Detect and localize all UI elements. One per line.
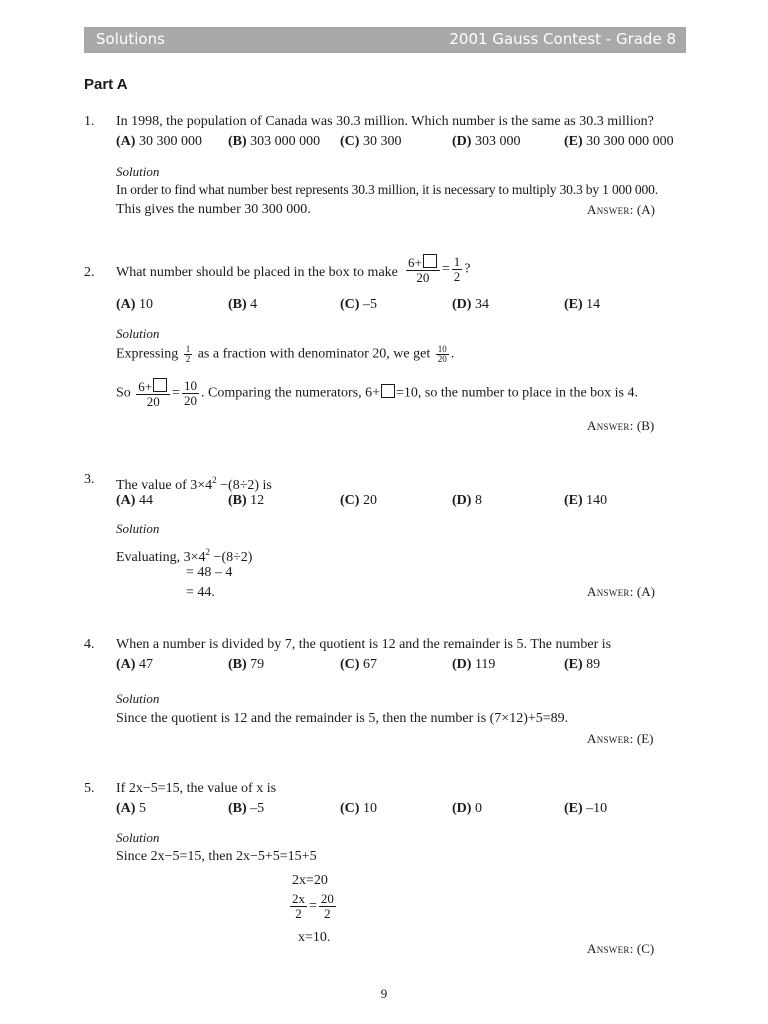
q5-option-a: (A) 5 bbox=[116, 801, 146, 816]
q2-fraction-right: $\frac{1}{2}$ bbox=[453, 254, 461, 284]
blank-box-icon bbox=[153, 378, 167, 392]
q1-option-d: (D) 303 000 bbox=[452, 134, 521, 149]
q2-fraction-half: $\frac{1}{2}$ bbox=[185, 344, 191, 364]
q3-option-b: (B) 12 bbox=[228, 493, 265, 508]
q2-answer: Answer: (B) bbox=[587, 418, 655, 433]
q2-option-a: (A) 10 bbox=[116, 297, 153, 312]
q1-option-e: (E) 30 300 000 000 bbox=[564, 134, 674, 149]
q1-solution-line-1: In order to find what number best represents 30.3 million, it is necessary to multiply 30.3 by 1 000 000. bbox=[116, 182, 658, 197]
q1-option-b: (B) 303 000 000 bbox=[228, 134, 321, 149]
q2-solution-line-2: So $\frac{6+}{20}$ = $\frac{10}{20}$ . Comparing the numerators, 6+ =10, so the number to place in the box is 4. bbox=[116, 378, 638, 409]
q1-option-a: (A) 30 300 000 bbox=[116, 134, 202, 149]
question-2-text: What number should be placed in the box to make bbox=[116, 265, 398, 280]
q5-solution-label: Solution bbox=[116, 830, 160, 845]
q2-option-d: (D) 34 bbox=[452, 297, 489, 312]
q5-option-e: (E) –10 bbox=[564, 801, 608, 816]
q4-solution-line-1: Since the quotient is 12 and the remainder is 5, then the number is (7×12)+5=89. bbox=[116, 711, 569, 726]
question-3-number: 3. bbox=[84, 472, 95, 487]
question-4-number: 4. bbox=[84, 637, 95, 652]
page-number: 9 bbox=[380, 986, 388, 1001]
q3-option-c: (C) 20 bbox=[340, 493, 377, 508]
q5-option-c: (C) 10 bbox=[340, 801, 377, 816]
q2-solution-fraction-right: $\frac{10}{20}$ bbox=[184, 378, 198, 408]
q3-answer: Answer: (A) bbox=[587, 584, 655, 599]
q2-solution-line-1: Expressing $\frac{1}{2}$ as a fraction with denominator 20, we get $\frac{10}{20}$ . bbox=[116, 344, 455, 364]
question-1-number: 1. bbox=[84, 114, 95, 129]
q3-solution-line-2: = 48 – 4 bbox=[186, 565, 233, 580]
q1-option-c: (C) 30 300 bbox=[340, 134, 402, 149]
q3-option-d: (D) 8 bbox=[452, 493, 482, 508]
question-5-text: If 2x−5=15, the value of x is bbox=[116, 781, 277, 796]
q2-option-c: (C) –5 bbox=[340, 297, 377, 312]
q2-option-b: (B) 4 bbox=[228, 297, 258, 312]
q5-fraction-right: $\frac{20}{2}$ bbox=[320, 891, 334, 921]
q1-solution-line-2: This gives the number 30 300 000. bbox=[116, 202, 311, 217]
q3-option-e: (E) 140 bbox=[564, 493, 608, 508]
q4-option-e: (E) 89 bbox=[564, 657, 601, 672]
q2-fraction-ten-twentieths: $\frac{10}{20}$ bbox=[437, 344, 447, 364]
q3-option-a: (A) 44 bbox=[116, 493, 153, 508]
q4-solution-label: Solution bbox=[116, 691, 160, 706]
q3-solution-line-3: = 44. bbox=[186, 585, 215, 600]
q2-option-e: (E) 14 bbox=[564, 297, 601, 312]
q5-option-b: (B) –5 bbox=[228, 801, 265, 816]
question-2-number: 2. bbox=[84, 265, 95, 280]
blank-box-icon bbox=[381, 384, 395, 398]
q4-option-b: (B) 79 bbox=[228, 657, 265, 672]
q4-option-c: (C) 67 bbox=[340, 657, 377, 672]
q3-solution-line-1: Evaluating, $3\times 4^2 -(8\div 2)$ bbox=[116, 547, 253, 565]
question-5-number: 5. bbox=[84, 781, 95, 796]
q1-solution-label: Solution bbox=[116, 164, 160, 179]
part-title: Part A bbox=[84, 76, 128, 93]
q4-option-a: (A) 47 bbox=[116, 657, 153, 672]
header-section-title: Solutions bbox=[96, 30, 165, 48]
q2-solution-fraction-left: $\frac{6+}{20}$ bbox=[136, 378, 170, 409]
blank-box-icon bbox=[423, 254, 437, 268]
q1-answer: Answer: (A) bbox=[587, 202, 655, 217]
question-2-equation: $\frac{6+}{20}$ = $\frac{1}{2}$ ? bbox=[408, 254, 471, 285]
q4-option-d: (D) 119 bbox=[452, 657, 496, 672]
q5-solution-line-4: x=10. bbox=[298, 930, 331, 945]
question-4-text: When a number is divided by 7, the quotient is 12 and the remainder is 5. The number is bbox=[116, 637, 612, 652]
q2-fraction-left: $\frac{6+}{20}$ bbox=[406, 254, 440, 285]
q2-solution-label: Solution bbox=[116, 326, 160, 341]
q5-answer: Answer: (C) bbox=[587, 941, 655, 956]
q5-fraction-left: $\frac{2x}{2}$ bbox=[292, 891, 305, 921]
q5-solution-line-3: $\frac{2x}{2}$ = $\frac{20}{2}$ bbox=[292, 891, 334, 921]
question-1-text: In 1998, the population of Canada was 30.3 million. Which number is the same as 30.3 million? bbox=[116, 114, 654, 129]
q5-solution-line-1: Since 2x−5=15, then 2x−5+5=15+5 bbox=[116, 849, 317, 864]
q5-option-d: (D) 0 bbox=[452, 801, 482, 816]
q5-solution-line-2: 2x=20 bbox=[292, 873, 328, 888]
q3-solution-label: Solution bbox=[116, 521, 160, 536]
q4-answer: Answer: (E) bbox=[587, 731, 654, 746]
header-contest-title: 2001 Gauss Contest - Grade 8 bbox=[449, 30, 676, 48]
question-3-text: The value of $3\times 4^2 -(8\div 2)$ is bbox=[116, 475, 272, 493]
